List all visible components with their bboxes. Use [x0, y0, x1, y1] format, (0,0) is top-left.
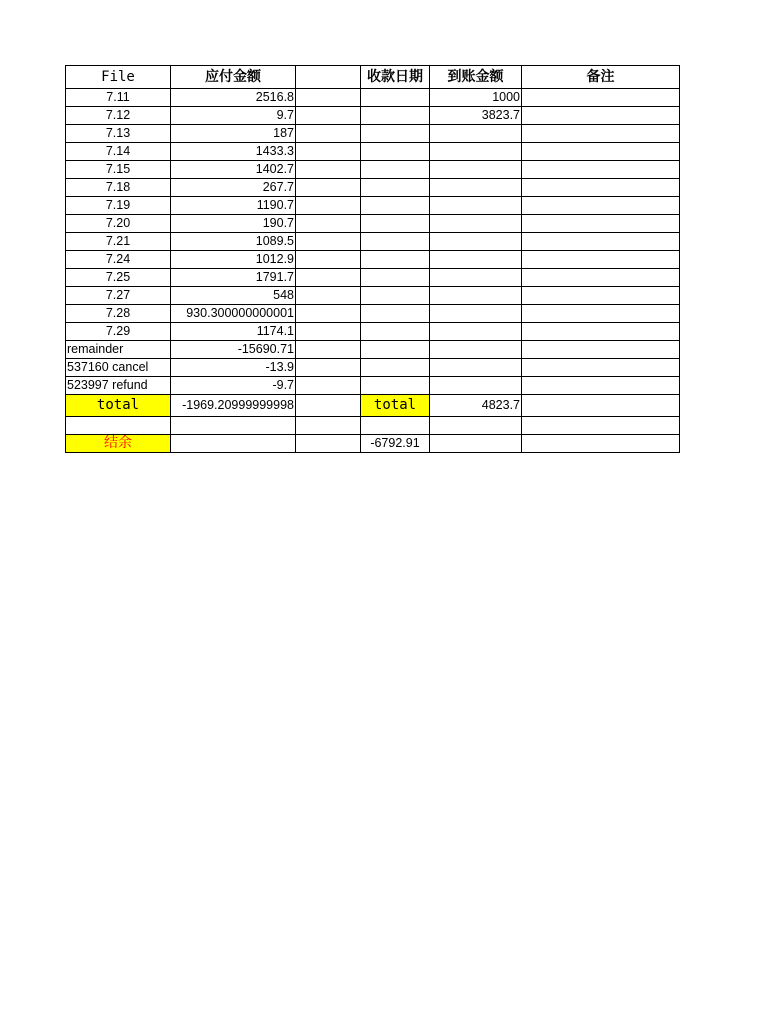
- table-row: [66, 89, 680, 107]
- file-cell[interactable]: 7.28: [66, 305, 171, 323]
- payable-total-cell[interactable]: -1969.20999999998: [171, 395, 296, 417]
- table-row: [66, 107, 680, 125]
- empty-cell[interactable]: [171, 435, 296, 453]
- received-amount-cell[interactable]: [430, 377, 522, 395]
- empty-cell[interactable]: [430, 417, 522, 435]
- received-amount-cell[interactable]: [430, 287, 522, 305]
- remarks-cell[interactable]: [522, 305, 680, 323]
- payable-cell[interactable]: 930.300000000001: [171, 305, 296, 323]
- empty-cell[interactable]: [296, 435, 361, 453]
- blank-cell[interactable]: [296, 341, 361, 359]
- remarks-cell[interactable]: [522, 107, 680, 125]
- table-row: [66, 233, 680, 251]
- received-amount-cell[interactable]: [430, 269, 522, 287]
- file-cell[interactable]: 7.27: [66, 287, 171, 305]
- remarks-cell[interactable]: [522, 143, 680, 161]
- received-amount-cell[interactable]: [430, 341, 522, 359]
- blank-cell[interactable]: [296, 287, 361, 305]
- received-amount-cell[interactable]: [430, 305, 522, 323]
- adjustment-label-cell[interactable]: 523997 refund: [66, 377, 171, 395]
- receipt-date-cell[interactable]: [361, 377, 430, 395]
- receipt-date-cell[interactable]: [361, 143, 430, 161]
- blank-cell[interactable]: [296, 305, 361, 323]
- remarks-cell[interactable]: [522, 341, 680, 359]
- adjustment-label-cell[interactable]: 537160 cancel: [66, 359, 171, 377]
- file-cell[interactable]: 7.12: [66, 107, 171, 125]
- adjustment-value-cell[interactable]: -15690.71: [171, 341, 296, 359]
- receipt-date-cell[interactable]: [361, 161, 430, 179]
- file-cell[interactable]: 7.18: [66, 179, 171, 197]
- empty-cell[interactable]: [66, 417, 171, 435]
- receipt-date-cell[interactable]: [361, 269, 430, 287]
- payable-cell[interactable]: 1190.7: [171, 197, 296, 215]
- blank-cell[interactable]: [296, 107, 361, 125]
- table-row: [66, 197, 680, 215]
- receipt-date-cell[interactable]: [361, 251, 430, 269]
- remarks-cell[interactable]: [522, 215, 680, 233]
- receipt-date-cell[interactable]: [361, 305, 430, 323]
- receipt-date-cell[interactable]: [361, 233, 430, 251]
- table-row: [66, 161, 680, 179]
- header-file[interactable]: File: [66, 66, 171, 89]
- balance-row: [66, 435, 680, 453]
- table-row: [66, 125, 680, 143]
- received-amount-cell[interactable]: 3823.7: [430, 107, 522, 125]
- remarks-cell[interactable]: [522, 377, 680, 395]
- payable-cell[interactable]: 1174.1: [171, 323, 296, 341]
- received-amount-cell[interactable]: [430, 233, 522, 251]
- blank-cell[interactable]: [296, 179, 361, 197]
- blank-cell[interactable]: [296, 377, 361, 395]
- file-cell[interactable]: 7.29: [66, 323, 171, 341]
- balance-label-cell[interactable]: 结余: [66, 435, 171, 453]
- header-payable[interactable]: 应付金额: [171, 66, 296, 89]
- received-amount-cell[interactable]: [430, 143, 522, 161]
- remarks-cell[interactable]: [522, 287, 680, 305]
- empty-cell[interactable]: [361, 417, 430, 435]
- blank-cell[interactable]: [296, 215, 361, 233]
- file-cell[interactable]: 7.14: [66, 143, 171, 161]
- table-row: [66, 269, 680, 287]
- received-amount-cell[interactable]: 1000: [430, 89, 522, 107]
- receipt-date-cell[interactable]: [361, 323, 430, 341]
- adjustment-row: [66, 359, 680, 377]
- header-receipt-date[interactable]: 收款日期: [361, 66, 430, 89]
- remarks-cell[interactable]: [522, 251, 680, 269]
- receipt-date-cell[interactable]: [361, 179, 430, 197]
- adjustment-label-cell[interactable]: remainder: [66, 341, 171, 359]
- adjustment-row: [66, 377, 680, 395]
- adjustment-row: [66, 341, 680, 359]
- blank-cell[interactable]: [296, 161, 361, 179]
- table-row: [66, 143, 680, 161]
- received-amount-cell[interactable]: [430, 251, 522, 269]
- receipt-date-cell[interactable]: [361, 215, 430, 233]
- blank-cell[interactable]: [296, 323, 361, 341]
- payable-cell[interactable]: 548: [171, 287, 296, 305]
- empty-cell[interactable]: [522, 435, 680, 453]
- table-row: [66, 251, 680, 269]
- payable-cell[interactable]: 2516.8: [171, 89, 296, 107]
- blank-cell[interactable]: [296, 125, 361, 143]
- receipt-date-cell[interactable]: [361, 197, 430, 215]
- receipt-date-cell[interactable]: [361, 89, 430, 107]
- adjustment-value-cell[interactable]: -9.7: [171, 377, 296, 395]
- adjustment-value-cell[interactable]: -13.9: [171, 359, 296, 377]
- total-row: [66, 395, 680, 417]
- payable-cell[interactable]: 267.7: [171, 179, 296, 197]
- payable-cell[interactable]: 1012.9: [171, 251, 296, 269]
- remarks-cell[interactable]: [522, 395, 680, 417]
- spreadsheet: [65, 65, 680, 453]
- remarks-cell[interactable]: [522, 323, 680, 341]
- blank-cell[interactable]: [296, 269, 361, 287]
- header-row: [66, 66, 680, 89]
- table-row: [66, 287, 680, 305]
- received-amount-cell[interactable]: [430, 179, 522, 197]
- received-amount-cell[interactable]: [430, 161, 522, 179]
- remarks-cell[interactable]: [522, 359, 680, 377]
- blank-cell[interactable]: [296, 251, 361, 269]
- received-total-cell[interactable]: 4823.7: [430, 395, 522, 417]
- receipt-date-cell[interactable]: [361, 125, 430, 143]
- file-cell[interactable]: 7.19: [66, 197, 171, 215]
- received-amount-cell[interactable]: [430, 359, 522, 377]
- payable-cell[interactable]: 187: [171, 125, 296, 143]
- received-amount-cell[interactable]: [430, 323, 522, 341]
- receipt-date-cell[interactable]: [361, 341, 430, 359]
- blank-cell[interactable]: [296, 143, 361, 161]
- empty-cell[interactable]: [522, 417, 680, 435]
- ledger-table: [65, 65, 680, 453]
- table-row: [66, 305, 680, 323]
- received-amount-cell[interactable]: [430, 125, 522, 143]
- payable-cell[interactable]: 9.7: [171, 107, 296, 125]
- blank-cell[interactable]: [296, 395, 361, 417]
- remarks-cell[interactable]: [522, 197, 680, 215]
- blank-cell[interactable]: [296, 233, 361, 251]
- file-cell[interactable]: 7.21: [66, 233, 171, 251]
- receipt-date-cell[interactable]: [361, 287, 430, 305]
- remarks-cell[interactable]: [522, 161, 680, 179]
- empty-cell[interactable]: [171, 417, 296, 435]
- payable-cell[interactable]: 1791.7: [171, 269, 296, 287]
- table-row: [66, 323, 680, 341]
- remarks-cell[interactable]: [522, 233, 680, 251]
- payable-cell[interactable]: 1402.7: [171, 161, 296, 179]
- received-amount-cell[interactable]: [430, 197, 522, 215]
- empty-row: [66, 417, 680, 435]
- file-cell[interactable]: 7.13: [66, 125, 171, 143]
- header-blank[interactable]: [296, 66, 361, 89]
- payable-cell[interactable]: 190.7: [171, 215, 296, 233]
- receipt-date-cell[interactable]: [361, 107, 430, 125]
- table-row: [66, 179, 680, 197]
- blank-cell[interactable]: [296, 359, 361, 377]
- file-cell[interactable]: 7.20: [66, 215, 171, 233]
- balance-value-cell[interactable]: -6792.91: [361, 435, 430, 453]
- file-cell[interactable]: 7.24: [66, 251, 171, 269]
- remarks-cell[interactable]: [522, 269, 680, 287]
- received-amount-cell[interactable]: [430, 215, 522, 233]
- file-cell[interactable]: 7.11: [66, 89, 171, 107]
- remarks-cell[interactable]: [522, 125, 680, 143]
- header-remarks[interactable]: 备注: [522, 66, 680, 89]
- header-received-amount[interactable]: 到账金额: [430, 66, 522, 89]
- file-cell[interactable]: 7.25: [66, 269, 171, 287]
- remarks-cell[interactable]: [522, 89, 680, 107]
- empty-cell[interactable]: [296, 417, 361, 435]
- remarks-cell[interactable]: [522, 179, 680, 197]
- table-row: [66, 215, 680, 233]
- file-cell[interactable]: 7.15: [66, 161, 171, 179]
- total-label-left[interactable]: total: [66, 395, 171, 417]
- payable-cell[interactable]: 1433.3: [171, 143, 296, 161]
- blank-cell[interactable]: [296, 197, 361, 215]
- total-label-right[interactable]: total: [361, 395, 430, 417]
- empty-cell[interactable]: [430, 435, 522, 453]
- payable-cell[interactable]: 1089.5: [171, 233, 296, 251]
- blank-cell[interactable]: [296, 89, 361, 107]
- receipt-date-cell[interactable]: [361, 359, 430, 377]
